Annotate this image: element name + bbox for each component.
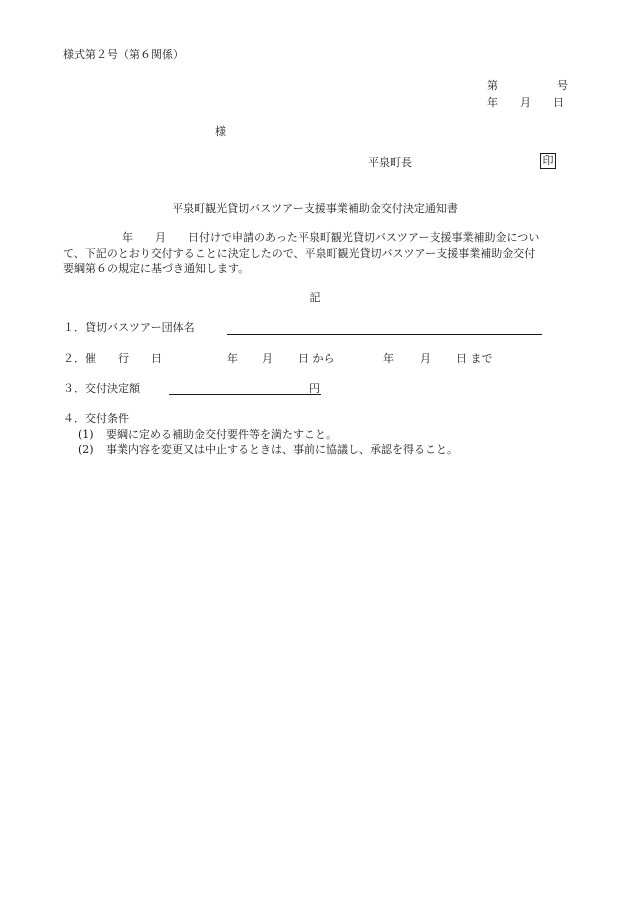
condition-2-text: 事業内容を変更又は中止するときは、事前に協議し、承認を得ること。	[106, 443, 458, 456]
item-2-row	[63, 353, 523, 367]
item-3-label: ３．交付決定額	[63, 382, 140, 395]
document-number-suffix: 号	[557, 79, 568, 92]
condition-1-text: 要綱に定める補助金交付要件等を満たすこと。	[106, 428, 337, 441]
item-1-blank-line	[227, 334, 542, 335]
issue-date	[487, 97, 564, 108]
issue-date-year: 年	[487, 96, 498, 109]
item-2-end-day: 日 まで	[456, 352, 493, 365]
ki-heading: 記	[309, 291, 321, 304]
item-2-start-month: 月	[262, 352, 273, 365]
issuer-title: 平泉町長	[368, 156, 412, 169]
item-1-label: １．貸切バスツアー団体名	[63, 321, 195, 334]
addressee-suffix: 様	[215, 125, 226, 138]
item-2-start-year: 年	[227, 352, 238, 365]
form-number: 様式第２号（第６関係）	[63, 48, 184, 61]
issue-date-month: 月	[520, 96, 531, 109]
item-3-blank-line	[169, 394, 321, 395]
body-line-1	[63, 230, 567, 246]
body-line-1-text: 日付けで申請のあった平泉町観光貸切バスツアー支援事業補助金につい	[188, 231, 540, 244]
issue-date-day: 日	[553, 96, 564, 109]
body-line-3: 要綱第６の規定に基づき通知します。	[63, 262, 250, 275]
document-number-prefix: 第	[487, 79, 498, 92]
condition-2	[78, 444, 458, 455]
condition-2-number: (2)	[78, 443, 94, 456]
item-2-label: ２．催 行 日	[63, 352, 162, 365]
body-year: 年	[122, 231, 133, 244]
item-3-unit: 円	[309, 382, 320, 395]
item-2-end-month: 月	[420, 352, 431, 365]
condition-1-number: (1)	[78, 428, 94, 441]
body-line-2: て、下記のとおり交付することに決定したので、平泉町観光貸切バスツアー支援事業補助金交付	[63, 246, 536, 260]
item-2-start-day: 日 から	[298, 352, 335, 365]
notice-body	[63, 230, 567, 277]
item-2-end-year: 年	[383, 352, 394, 365]
seal-box: 印	[540, 153, 556, 169]
condition-1	[78, 429, 337, 440]
body-month: 月	[155, 231, 166, 244]
item-4-label: ４．交付条件	[63, 412, 129, 425]
document-title: 平泉町観光貸切バスツアー支援事業補助金交付決定通知書	[172, 202, 458, 215]
